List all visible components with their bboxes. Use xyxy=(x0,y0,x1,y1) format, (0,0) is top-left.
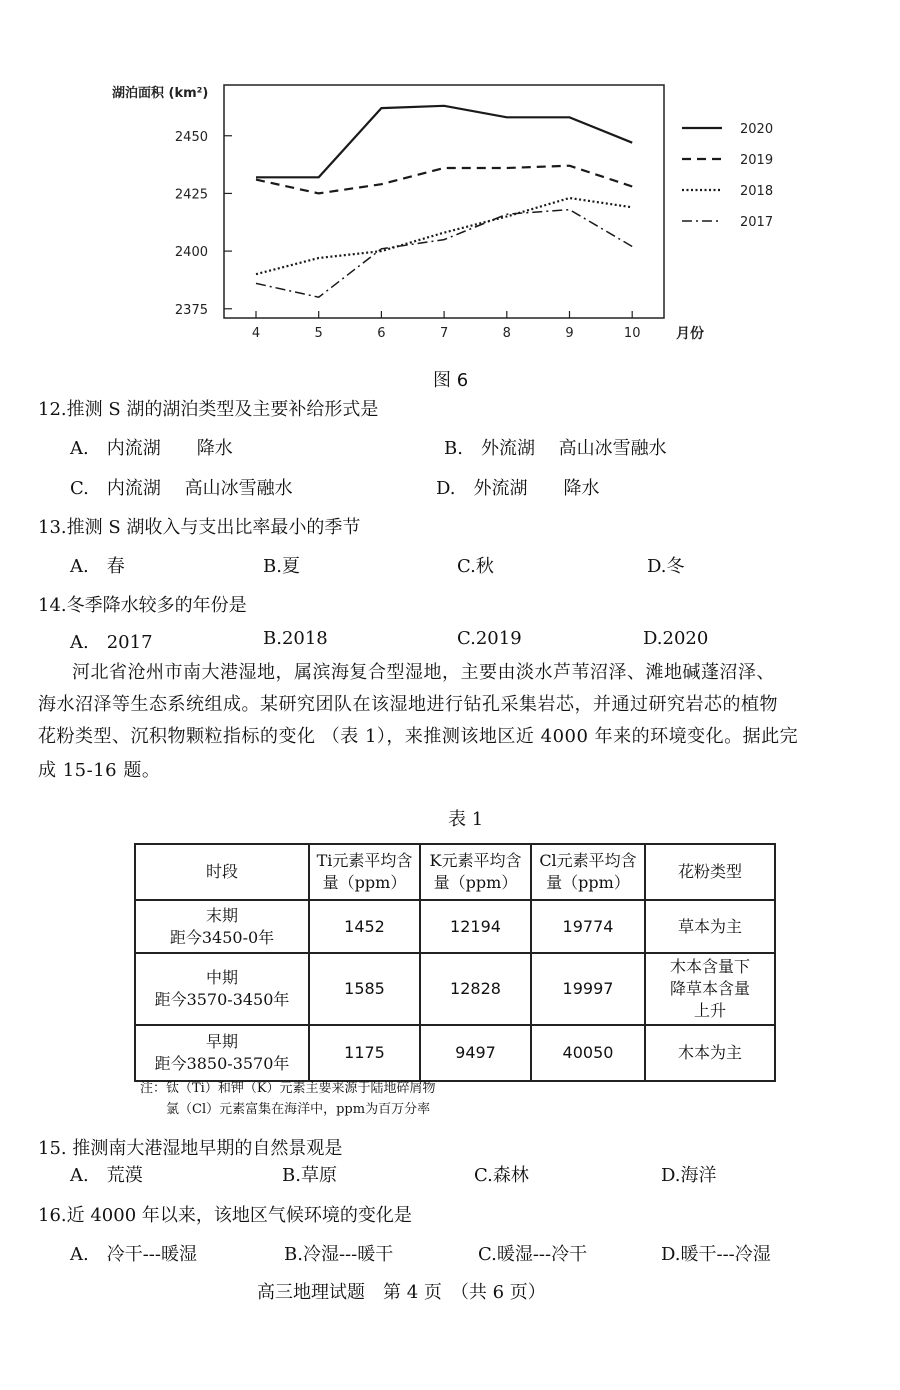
period-cell xyxy=(135,1025,309,1081)
q15-option-a[interactable]: A. 荒漠 xyxy=(70,1165,143,1186)
period-range: 距今3450-0年 xyxy=(169,927,275,947)
period-range: 距今3850-3570年 xyxy=(154,1054,290,1073)
header-ti: Ti元素平均含量（ppm） xyxy=(309,844,420,900)
k-cell: 12194 xyxy=(420,900,531,953)
q14-option-c[interactable]: C.2019 xyxy=(457,628,522,649)
y-tick-label: 2450 xyxy=(174,129,208,145)
q13-option-a[interactable]: A. 春 xyxy=(70,556,125,577)
header-k: K元素平均含量（ppm） xyxy=(420,844,531,900)
x-tick-label: 5 xyxy=(314,326,323,341)
question-14-stem: 14.冬季降水较多的年份是 xyxy=(38,595,247,616)
period-name: 中期 xyxy=(205,968,238,987)
x-tick-label: 10 xyxy=(623,326,641,341)
x-tick-label: 9 xyxy=(565,326,574,341)
legend-label-2017: 2017 xyxy=(740,215,774,230)
passage-line-3: 花粉类型、沉积物颗粒指标的变化 （表 1），来推测该地区近 4000 年来的环境变化。据此完 xyxy=(38,726,799,747)
ti-cell: 1175 xyxy=(309,1025,420,1081)
series-line-2018 xyxy=(256,198,632,274)
period-cell xyxy=(135,900,309,953)
period-cell xyxy=(135,953,309,1025)
pollen-cell: 木本含量下降草本含量上升 xyxy=(645,953,775,1025)
cl-cell: 19774 xyxy=(531,900,645,953)
question-15-stem: 15. 推测南大港湿地早期的自然景观是 xyxy=(38,1138,343,1159)
q15-option-d[interactable]: D.海洋 xyxy=(661,1165,717,1186)
k-cell: 12828 xyxy=(420,953,531,1025)
x-tick-label: 4 xyxy=(251,326,261,341)
x-axis-label: 月份 xyxy=(676,326,704,342)
q13-option-b[interactable]: B.夏 xyxy=(263,556,300,577)
y-tick-label: 2425 xyxy=(174,187,208,203)
header-period: 时段 xyxy=(135,844,309,900)
q14-option-b[interactable]: B.2018 xyxy=(263,628,328,649)
cl-cell: 19997 xyxy=(531,953,645,1025)
question-16-stem: 16.近 4000 年以来，该地区气候环境的变化是 xyxy=(38,1205,412,1226)
q16-option-c[interactable]: C.暖湿---冷干 xyxy=(478,1244,588,1265)
period-range: 距今3570-3450年 xyxy=(154,990,290,1009)
k-cell: 9497 xyxy=(420,1025,531,1081)
period-name: 早期 xyxy=(205,1032,238,1051)
legend-label-2018: 2018 xyxy=(740,184,774,199)
legend-label-2019: 2019 xyxy=(740,153,774,168)
header-cl: Cl元素平均含量（ppm） xyxy=(531,844,645,900)
passage-line-2: 海水沼泽等生态系统组成。某研究团队在该湿地进行钻孔采集岩芯，并通过研究岩芯的植物 xyxy=(38,694,778,715)
passage-line-1: 河北省沧州市南大港湿地，属滨海复合型湿地，主要由淡水芦苇沼泽、滩地碱蓬沼泽、 xyxy=(72,662,775,683)
q14-option-d[interactable]: D.2020 xyxy=(643,628,709,649)
table-row xyxy=(135,953,775,1025)
q12-option-c[interactable]: C. 内流湖 高山冰雪融水 xyxy=(70,478,293,499)
series-line-2017 xyxy=(256,210,632,298)
series-line-2019 xyxy=(256,166,632,194)
passage-line-4: 成 15-16 题。 xyxy=(38,760,161,781)
pollen-cell: 草本为主 xyxy=(645,900,775,953)
pollen-cell: 木本为主 xyxy=(645,1025,775,1081)
q13-option-d[interactable]: D.冬 xyxy=(647,556,685,577)
table-1 xyxy=(134,843,776,1082)
q15-option-c[interactable]: C.森林 xyxy=(474,1165,529,1186)
lake-area-line-chart xyxy=(100,72,774,352)
q14-option-a[interactable]: A. 2017 xyxy=(70,632,153,653)
x-tick-label: 6 xyxy=(377,326,386,341)
q13-option-c[interactable]: C.秋 xyxy=(457,556,494,577)
q16-option-d[interactable]: D.暖干---冷湿 xyxy=(661,1244,771,1265)
cl-cell: 40050 xyxy=(531,1025,645,1081)
q12-option-d[interactable]: D. 外流湖 降水 xyxy=(436,478,600,499)
figure-caption: 图 6 xyxy=(433,370,469,391)
y-tick-label: 2400 xyxy=(174,245,208,261)
table-row xyxy=(135,900,775,953)
q16-option-a[interactable]: A. 冷干---暖湿 xyxy=(70,1244,197,1265)
legend-label-2020: 2020 xyxy=(740,122,774,137)
table-note-1: 注：钛（Ti）和钾（K）元素主要来源于陆地碎屑物 xyxy=(140,1081,436,1096)
ti-cell: 1452 xyxy=(309,900,420,953)
q12-option-b[interactable]: B. 外流湖 高山冰雪融水 xyxy=(444,438,667,459)
period-name: 末期 xyxy=(205,905,238,925)
question-12-stem: 12.推测 S 湖的湖泊类型及主要补给形式是 xyxy=(38,399,379,420)
x-tick-label: 8 xyxy=(502,326,511,341)
q15-option-b[interactable]: B.草原 xyxy=(282,1165,337,1186)
q16-option-b[interactable]: B.冷湿---暖干 xyxy=(284,1244,394,1265)
x-tick-label: 7 xyxy=(439,326,449,341)
q12-option-a[interactable]: A. 内流湖 降水 xyxy=(70,438,233,459)
table-row xyxy=(135,1025,775,1081)
table-caption: 表 1 xyxy=(448,809,484,830)
series-line-2020 xyxy=(256,106,632,178)
y-tick-label: 2375 xyxy=(174,302,208,318)
ti-cell: 1585 xyxy=(309,953,420,1025)
y-axis-label: 湖泊面积 (km²) xyxy=(112,86,209,101)
page-footer: 高三地理试题 第 4 页 （共 6 页） xyxy=(257,1282,546,1303)
table-note-2: 氯（Cl）元素富集在海洋中，ppm为百万分率 xyxy=(166,1102,431,1117)
question-13-stem: 13.推测 S 湖收入与支出比率最小的季节 xyxy=(38,517,361,538)
header-pollen: 花粉类型 xyxy=(645,844,775,900)
